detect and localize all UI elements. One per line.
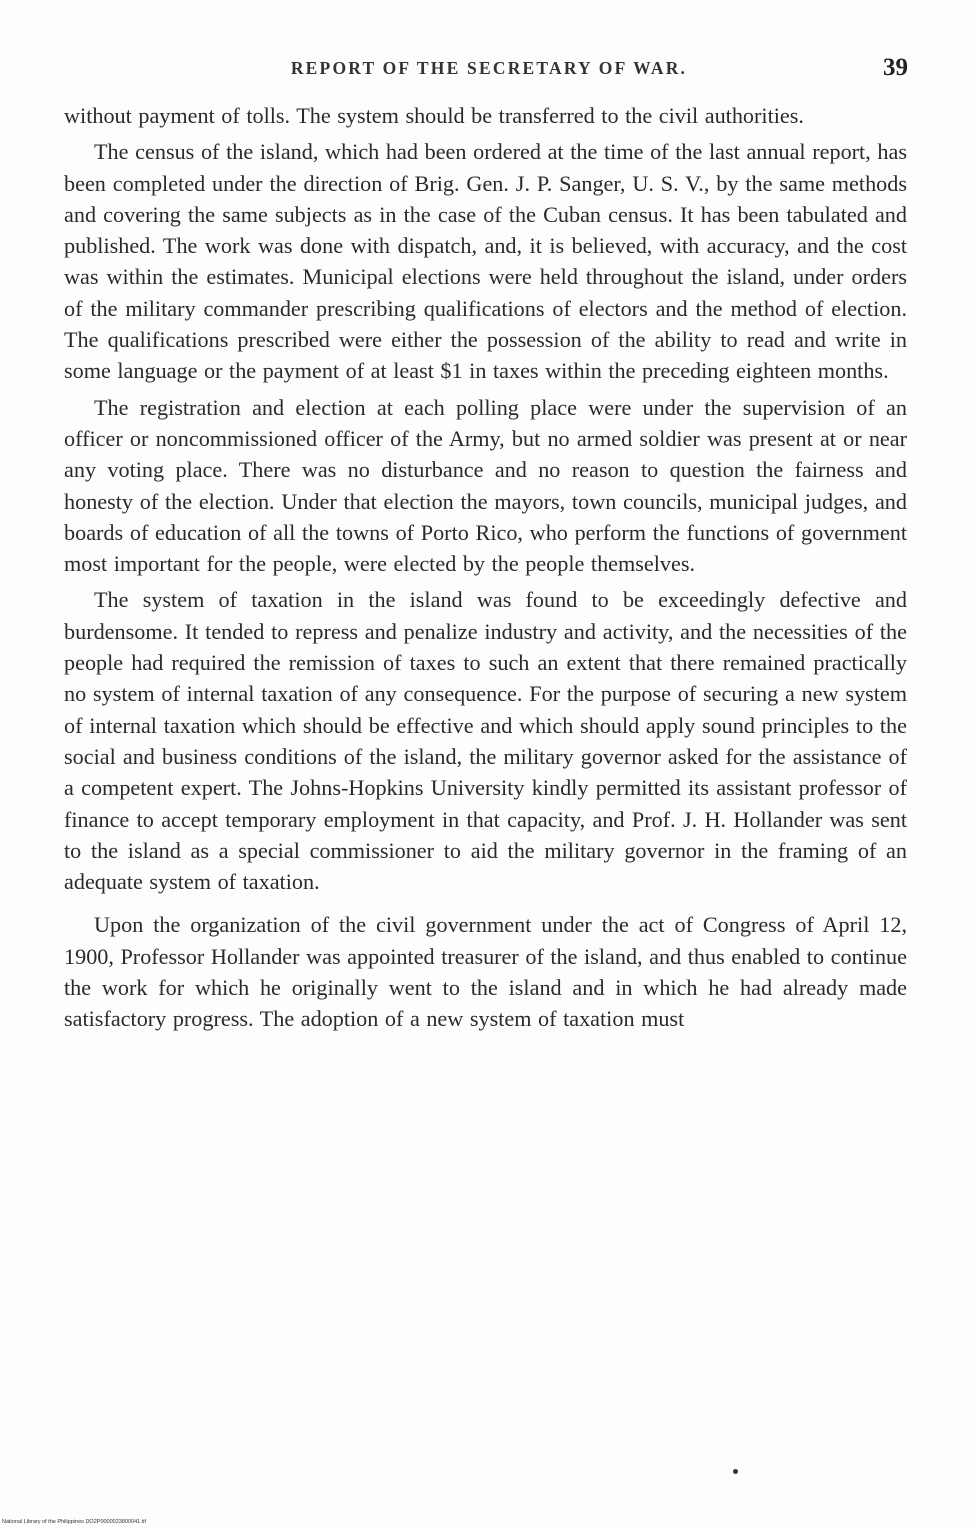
- paragraph-3: The registration and election at each polling place were under the supervision of an officer or noncommissioned officer of the Army, but no armed soldier was present at or near any voting place. There was no disturbance and no reason to question the fairness and honesty of the election. Under that election the mayors, town councils, municipal judges, and boards of education of all the towns of Porto Rico, who perform the functions of government most important for the people, were elected by the people themselves.: [64, 394, 907, 577]
- running-title: REPORT OF THE SECRETARY OF WAR.: [290, 58, 688, 78]
- paragraph-1: without payment of tolls. The system should be transferred to the civil authorities.: [64, 103, 804, 128]
- scan-credit: National Library of the Philippines DO2P0000023800041.tif: [2, 1519, 147, 1525]
- body-text: [64, 100, 907, 1035]
- running-head: [64, 54, 914, 94]
- paragraph-2: The census of the island, which had been ordered at the time of the last annual report, has been completed under the direction of Brig. Gen. J. P. Sanger, U. S. V., by the same methods and covering the same subjects as in the case of the Cuban census. It has been tabulated and published. The work was done with dispatch, and, it is believed, with accuracy, and the cost was within the estimates. Municipal elections were held throughout the island, under orders of the military commander prescribing qualifications of electors and the method of election. The qualifications prescribed were either the possession of the ability to read and write in some language or the payment of at least $1 in taxes within the preceding eighteen months.: [64, 139, 907, 384]
- paragraph-5: Upon the organization of the civil government under the act of Congress of April 12, 1900, Professor Hollander was appointed treasurer of the island, and thus enabled to continue the work for which he originally went to the island and in which he had already made satisfactory progress. The adoption of a new system of taxation must: [64, 912, 907, 1032]
- ink-dot: [733, 1469, 738, 1474]
- paragraph-4: The system of taxation in the island was found to be exceedingly defective and burdensome. It tended to repress and penalize industry and activity, and the necessities of the people had required the remission of taxes to such an extent that there remained practically no system of internal taxation of any consequence. For the purpose of securing a new system of internal taxation which should be effective and which should apply sound principles to the social and business conditions of the island, the military governor asked for the assistance of a competent expert. The Johns-Hopkins University kindly permitted its assistant professor of finance to accept temporary employment in that capacity, and Prof. J. H. Hollander was sent to the island as a special commissioner to aid the military governor in the framing of an adequate system of taxation.: [64, 587, 907, 895]
- page-number: 39: [883, 54, 908, 81]
